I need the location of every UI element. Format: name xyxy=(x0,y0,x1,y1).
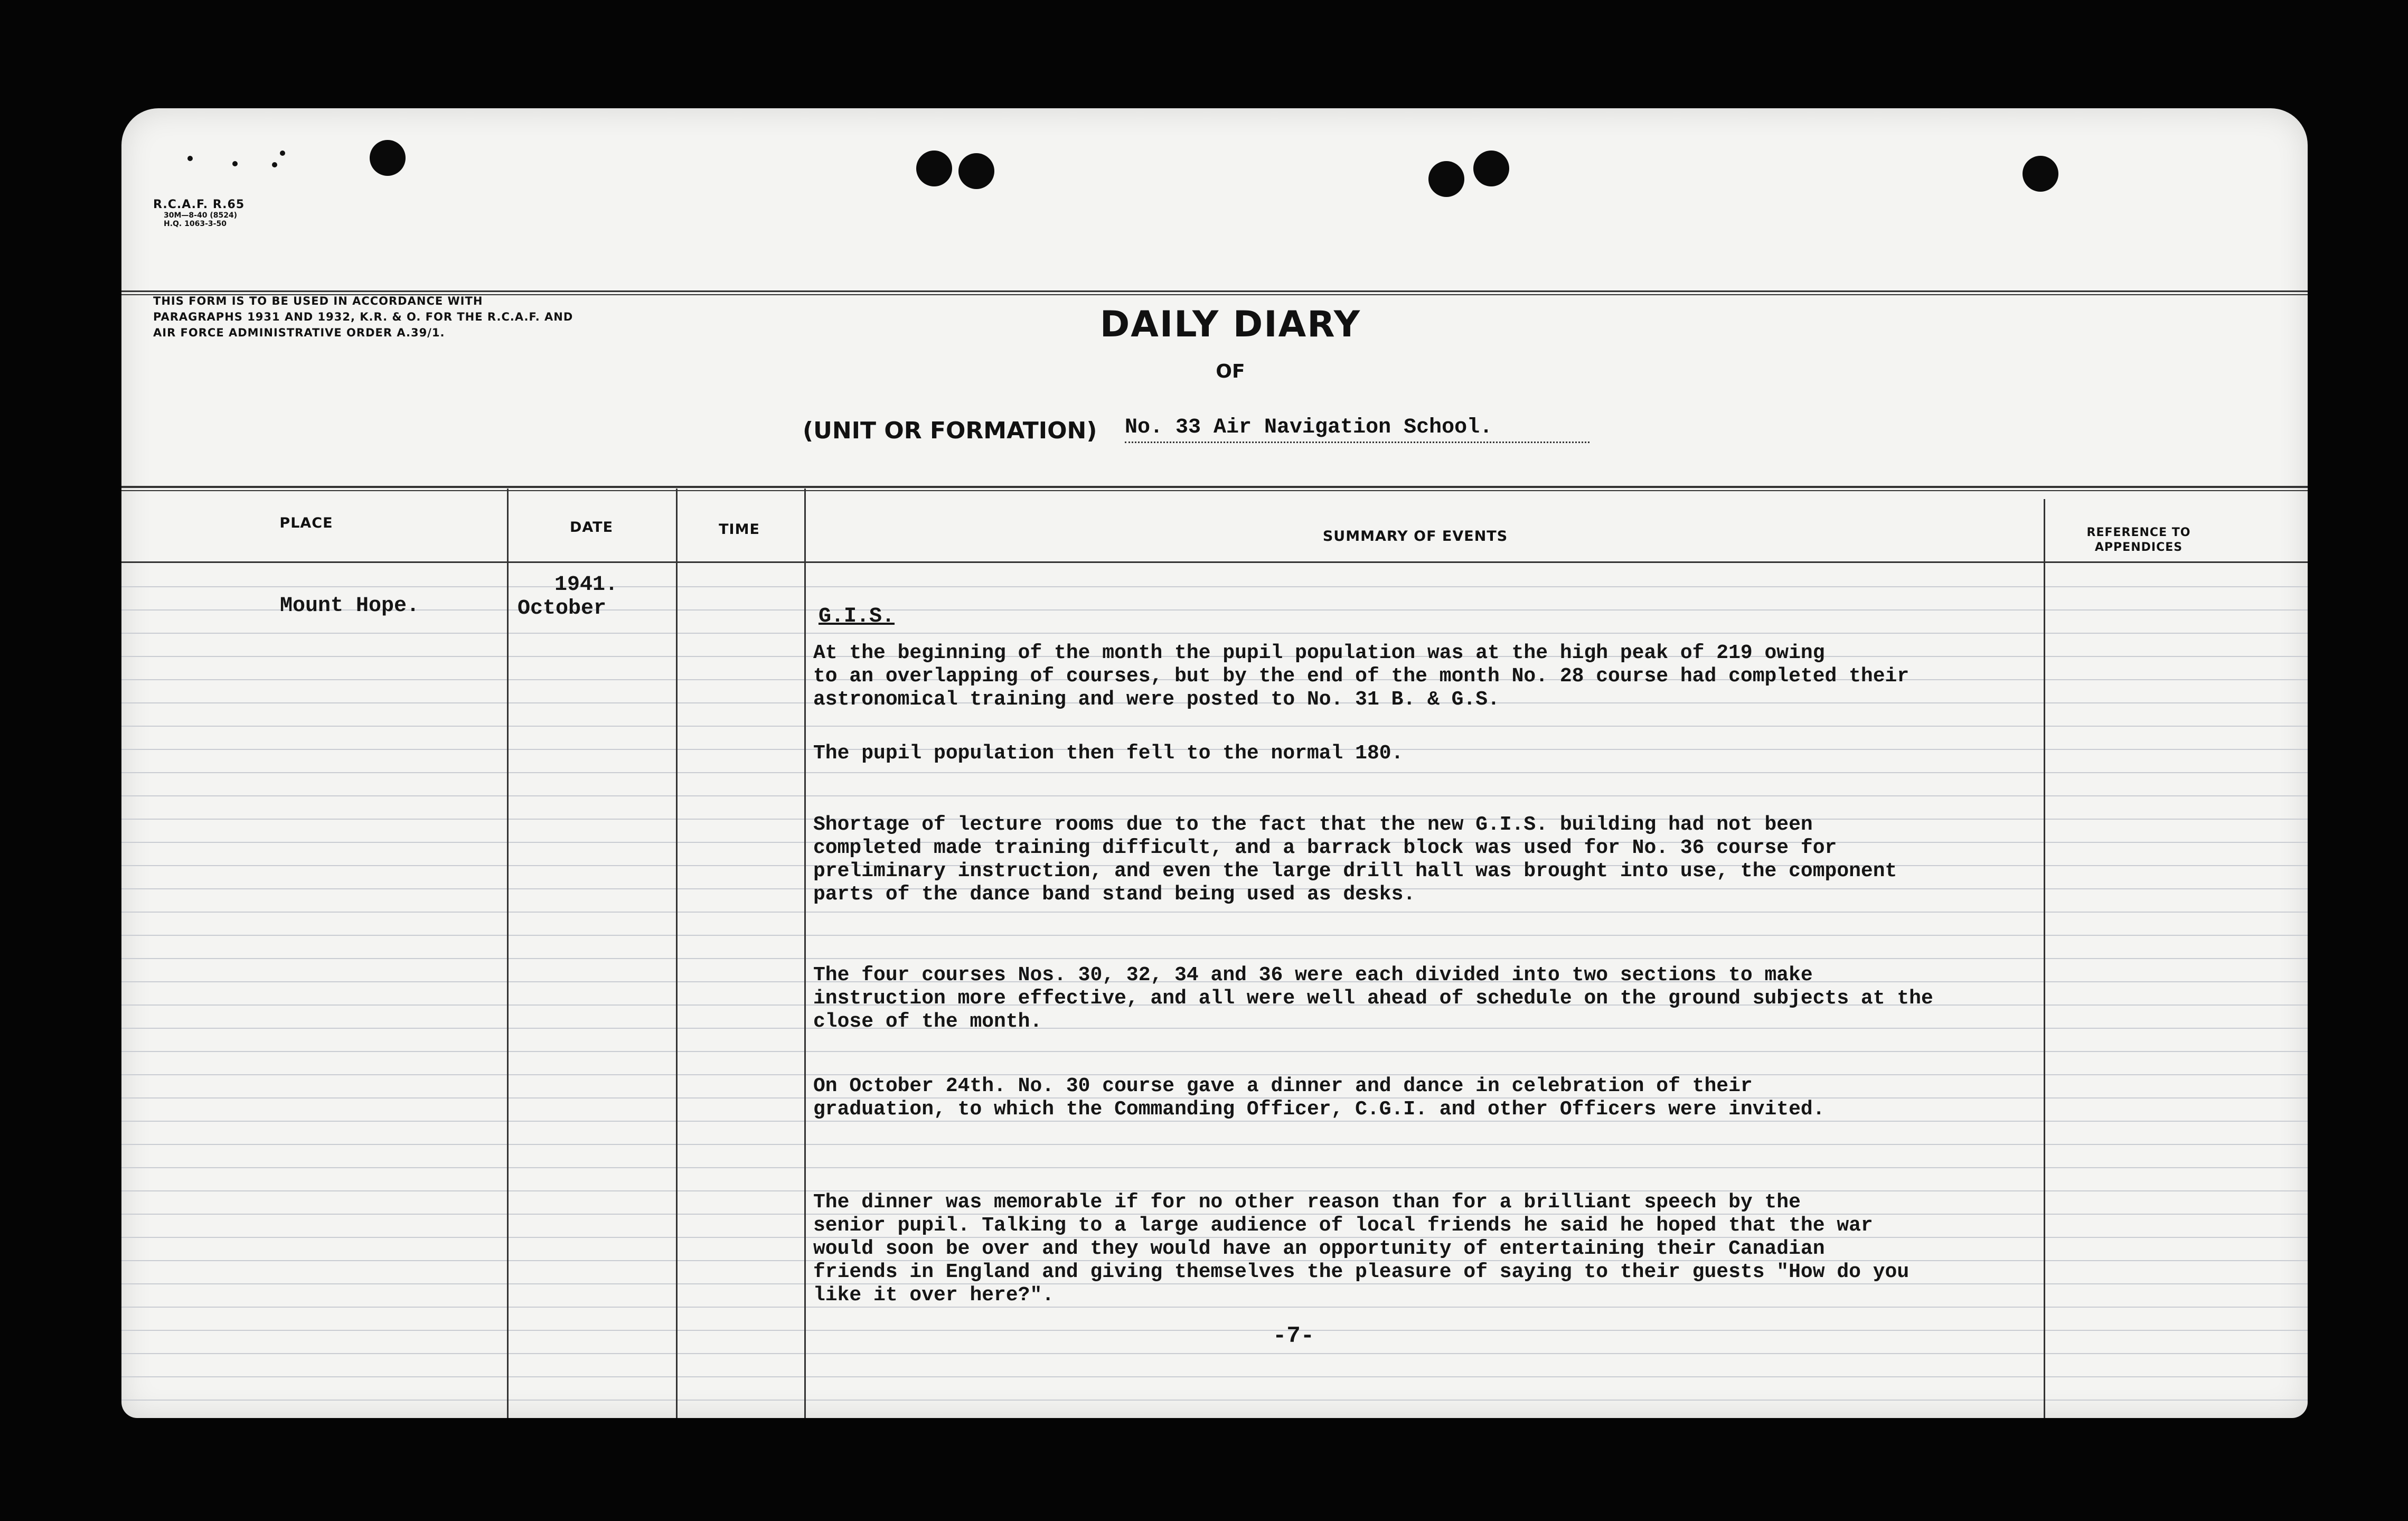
ruled-line xyxy=(121,633,2308,634)
summary-paragraph: Shortage of lecture rooms due to the fact that the new G.I.S. building had not been completed made training difficult, and a barrack block was used for No. 36 course for preliminary instruction, and even the large drill hall was brought into use, the component parts of the dance band stand being used as desks. xyxy=(813,813,1897,906)
ruled-line xyxy=(121,586,2308,587)
summary-paragraph: The dinner was memorable if for no other reason than for a brilliant speech by the senior pupil. Talking to a large audience of local friends he said he hoped that the war would soon be over and they would have an opportunity of entertaining their Canadian friends in England and giving themselves the pleasure of saying to their guests "How do you like it over here?". xyxy=(813,1191,1910,1307)
binder-hole xyxy=(958,153,994,189)
entry-year: 1941. xyxy=(554,573,618,597)
page-title: DAILY DIARY xyxy=(1099,304,1361,345)
column-divider xyxy=(676,489,678,1418)
header-bottom-rule xyxy=(121,561,2308,563)
ruled-line xyxy=(121,1167,2308,1168)
entry-month: October xyxy=(518,597,607,621)
unit-label: (UNIT OR FORMATION) xyxy=(803,417,1097,444)
column-header-date: DATE xyxy=(569,519,614,536)
entry-place: Mount Hope. xyxy=(280,594,420,618)
form-instructions: THIS FORM IS TO BE USED IN ACCORDANCE WITH PARAGRAPHS 1931 AND 1932, K.R. & O. FOR THE R.C.A.F. AND AIR FORCE ADMINISTRATIVE ORDER A.39/1. xyxy=(153,295,573,339)
form-code-sub: 30M—8-40 (8524) xyxy=(164,211,238,220)
ruled-line xyxy=(121,1051,2308,1052)
top-rule xyxy=(121,290,2308,292)
punch-mark xyxy=(272,162,277,167)
ruled-line xyxy=(121,1330,2308,1331)
column-divider xyxy=(507,489,509,1418)
binder-hole xyxy=(1428,161,1464,197)
punch-mark xyxy=(232,161,238,166)
summary-paragraph: On October 24th. No. 30 course gave a dinner and dance in celebration of their graduation, to which the Commanding Officer, C.G.I. and other Officers were invited. xyxy=(813,1075,1825,1121)
ruled-line xyxy=(121,935,2308,936)
ruled-line xyxy=(121,1400,2308,1401)
unit-value: No. 33 Air Navigation School. xyxy=(1125,416,1589,443)
summary-paragraph: At the beginning of the month the pupil population was at the high peak of 219 owing to an overlapping of courses, but by the end of the month No. 28 course had completed their astronomical training and were posted to No. 31 B. & G.S. xyxy=(813,642,1910,711)
title-of: OF xyxy=(1216,361,1245,382)
binder-hole xyxy=(370,140,406,176)
summary-paragraph: The four courses Nos. 30, 32, 34 and 36 were each divided into two sections to make instruction more effective, and all were well ahead of schedule on the ground subjects at the close of the month. xyxy=(813,964,1933,1033)
column-header-place: PLACE xyxy=(279,515,333,531)
ruled-line xyxy=(121,609,2308,611)
ruled-line xyxy=(121,772,2308,773)
form-code xyxy=(153,198,244,228)
binder-hole xyxy=(916,151,952,186)
table-top-rule xyxy=(121,490,2308,491)
punch-mark xyxy=(187,156,193,161)
ruled-line xyxy=(121,958,2308,959)
table-top-rule xyxy=(121,486,2308,488)
form-code-main: R.C.A.F. R.65 xyxy=(153,198,245,211)
punch-mark xyxy=(280,151,285,156)
column-divider xyxy=(804,489,806,1418)
section-heading: G.I.S. xyxy=(819,605,895,628)
ruled-line xyxy=(121,1376,2308,1377)
binder-hole xyxy=(1473,151,1509,186)
ruled-line xyxy=(121,1353,2308,1354)
column-header-time: TIME xyxy=(719,521,760,538)
column-header-reference: REFERENCE TO APPENDICES xyxy=(2086,526,2191,554)
ruled-line xyxy=(121,795,2308,796)
diary-page xyxy=(121,108,2308,1418)
page-number: -7- xyxy=(1273,1323,1315,1349)
ruled-line xyxy=(121,1144,2308,1145)
ruled-line xyxy=(121,726,2308,727)
ruled-line xyxy=(121,912,2308,913)
binder-hole xyxy=(2023,156,2058,192)
column-header-summary: SUMMARY OF EVENTS xyxy=(1322,528,1508,544)
form-code-sub: H.Q. 1063-3-50 xyxy=(164,220,227,228)
summary-paragraph: The pupil population then fell to the normal 180. xyxy=(813,742,1404,765)
